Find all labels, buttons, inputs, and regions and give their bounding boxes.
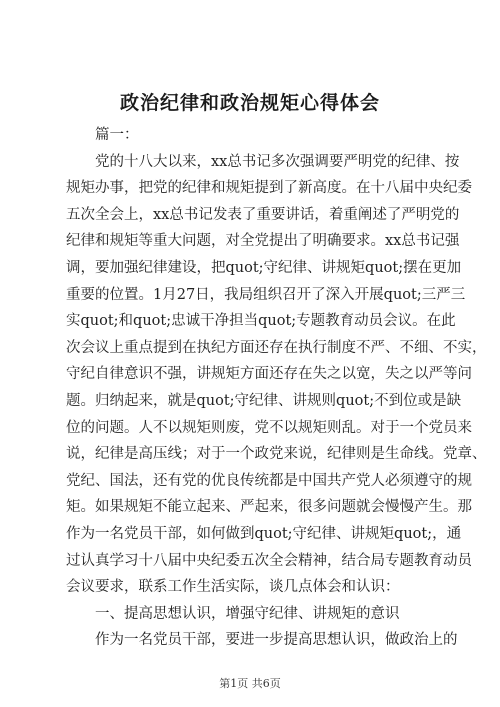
text-line: 五次全会上，xx总书记发表了重要讲话，着重阐述了严明党的	[66, 206, 460, 223]
text-line: 过认真学习十八届中央纪委五次全会精神，结合局专题教育动员	[66, 552, 472, 569]
text-line: 作为一名党员干部，要进一步提高思想认识，做政治上的	[95, 632, 458, 649]
text-line: 党的十八大以来，xx总书记多次强调要严明党的纪律、按	[95, 153, 460, 170]
text-line: 会议要求，联系工作生活实际，谈几点体会和认识：	[66, 579, 400, 596]
text-line: 党纪、国法，还有党的优良传统都是中国共产党人必须遵守的规	[66, 472, 472, 489]
text-line: 次会议上重点提到在执纪方面还存在执行制度不严、不细、不实，	[66, 339, 487, 356]
text-line: 篇一：	[95, 127, 139, 143]
text-line: 题。归纳起来，就是quot;守纪律、讲规则quot;不到位或是缺	[66, 392, 462, 409]
text-line: 位的问题。人不以规矩则废，党不以规矩则乱。对于一个党员来	[66, 419, 472, 436]
text-line: 纪律和规矩等重大问题，对全党提出了明确要求。xx总书记强	[66, 233, 460, 250]
document-body	[66, 122, 487, 654]
page-number-footer: 第1页 共6页	[219, 677, 281, 690]
text-line: 重要的位置。1月27日，我局组织召开了深入开展quot;三严三	[66, 286, 466, 303]
text-line: 一、提高思想认识，增强守纪律、讲规矩的意识	[95, 605, 400, 622]
text-line: 说，纪律是高压线；对于一个政党来说，纪律则是生命线。党章、	[66, 446, 487, 463]
text-line: 矩。如果规矩不能立起来、严起来，很多问题就会慢慢产生。那	[66, 499, 472, 516]
text-line: 实quot;和quot;忠诚干净担当quot;专题教育动员会议。在此	[66, 313, 456, 330]
text-line: 守纪自律意识不强，讲规矩方面还存在失之以宽，失之以严等问	[66, 366, 472, 383]
text-line: 作为一名党员干部，如何做到quot;守纪律、讲规矩quot;，通	[66, 525, 462, 542]
document-title: 政治纪律和政治规矩心得体会	[119, 92, 380, 114]
text-line: 调，要加强纪律建设，把quot;守纪律、讲规矩quot;摆在更加	[66, 259, 462, 276]
text-line: 规矩办事，把党的纪律和规矩提到了新高度。在十八届中央纪委	[66, 180, 472, 197]
